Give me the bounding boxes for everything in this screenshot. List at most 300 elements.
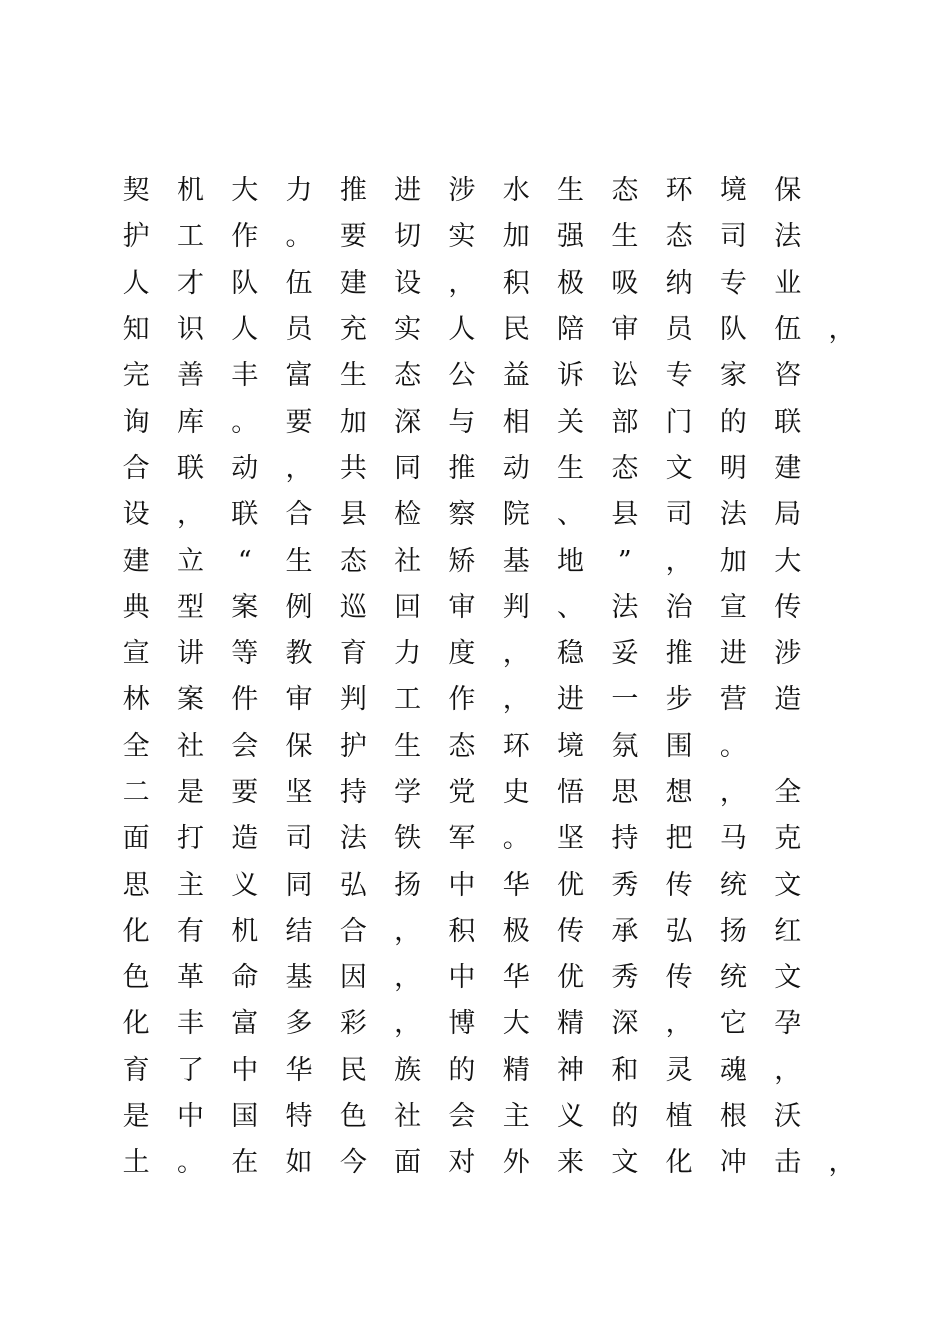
text-char: 契	[122, 175, 150, 207]
text-char: 明	[719, 452, 747, 484]
text-char: 工	[394, 684, 422, 716]
text-char: 善	[176, 360, 204, 392]
text-char: 护	[122, 221, 150, 253]
text-char: 县	[611, 499, 639, 531]
text-char: 合	[122, 452, 150, 484]
text-char: ，	[719, 777, 747, 808]
text-char: 造	[231, 823, 259, 855]
text-char: 林	[122, 684, 150, 716]
text-char: 极	[557, 267, 585, 299]
text-char: 进	[557, 684, 585, 716]
text-char: 询	[122, 406, 150, 438]
text-char: 讲	[176, 638, 204, 670]
text-char: 队	[719, 314, 747, 346]
text-char: 。	[719, 730, 747, 762]
text-char: 专	[719, 267, 747, 299]
text-char: 队	[231, 267, 259, 299]
text-char: 等	[231, 638, 259, 670]
text-char: ，	[394, 915, 422, 947]
text-char: 院	[502, 499, 530, 531]
text-char: 完	[122, 360, 150, 392]
text-char: 基	[285, 962, 313, 994]
text-char: 保	[285, 730, 313, 762]
text-char: 传	[665, 962, 693, 994]
text-char: 博	[448, 1008, 476, 1040]
text-char: 军	[448, 823, 476, 855]
text-char: 文	[611, 1147, 639, 1179]
text-char: 来	[557, 1147, 585, 1179]
text-char: 的	[448, 1054, 476, 1086]
text-char: 家	[719, 360, 747, 392]
text-char: 会	[448, 1101, 476, 1133]
text-char: 生	[394, 730, 422, 762]
text-char: 承	[611, 915, 639, 947]
text-char: 妥	[611, 638, 639, 670]
text-char: 文	[774, 869, 802, 901]
text-char: 员	[285, 314, 313, 346]
text-char: 中	[231, 1054, 259, 1086]
text-char: 陪	[557, 314, 585, 346]
text-char: 加	[719, 545, 747, 577]
text-char: 中	[448, 962, 476, 994]
text-char: 伍	[285, 267, 313, 299]
text-char: 色	[339, 1101, 367, 1133]
text-char: 色	[122, 962, 150, 994]
text-char: 面	[122, 823, 150, 855]
text-char: 人	[448, 314, 476, 346]
text-char: 积	[448, 915, 476, 947]
text-char: 民	[339, 1054, 367, 1086]
text-char: 审	[285, 684, 313, 716]
text-char: 扬	[719, 915, 747, 947]
text-char: 一	[611, 684, 639, 716]
text-char: 设	[122, 499, 150, 531]
text-char: 步	[665, 684, 693, 716]
text-char: 涉	[448, 175, 476, 207]
text-char: 克	[774, 823, 802, 855]
text-char: 命	[231, 962, 259, 994]
text-line	[109, 399, 869, 445]
text-char: 联	[774, 406, 802, 438]
text-char: 涉	[774, 638, 802, 670]
text-char: 文	[665, 452, 693, 484]
text-char: 化	[665, 1147, 693, 1179]
text-char: 识	[176, 314, 204, 346]
text-char: 、	[557, 591, 585, 623]
text-char: 推	[339, 175, 367, 207]
text-char: 会	[231, 730, 259, 762]
text-char: 革	[176, 962, 204, 994]
text-char: 护	[339, 730, 367, 762]
text-char: 铁	[394, 823, 422, 855]
text-char: 对	[448, 1147, 476, 1179]
text-char: 。	[285, 221, 313, 253]
text-char: 同	[394, 452, 422, 484]
text-char: 打	[176, 823, 204, 855]
text-char: 植	[665, 1101, 693, 1133]
text-char: 司	[719, 221, 747, 253]
text-char: 态	[611, 452, 639, 484]
text-line	[109, 446, 869, 492]
text-char: 治	[665, 591, 693, 623]
text-char: 人	[231, 314, 259, 346]
text-char: 国	[231, 1101, 259, 1133]
text-char: 极	[502, 915, 530, 947]
text-char: ，	[665, 545, 693, 577]
text-line	[109, 862, 869, 908]
text-char: 统	[719, 869, 747, 901]
text-char: 社	[394, 1101, 422, 1133]
text-char: 坚	[285, 777, 313, 808]
text-char: 设	[394, 267, 422, 299]
text-char: 审	[448, 591, 476, 623]
text-char: 部	[611, 406, 639, 438]
text-char: 神	[557, 1054, 585, 1086]
text-char: 立	[176, 545, 204, 577]
text-char: 相	[502, 406, 530, 438]
text-char: 回	[394, 591, 422, 623]
text-char: 有	[176, 915, 204, 947]
text-line	[109, 1001, 869, 1047]
text-char: ，	[502, 638, 530, 670]
text-char: 伍	[774, 314, 802, 346]
text-char: 传	[665, 869, 693, 901]
text-char: 态	[394, 360, 422, 392]
text-char: 公	[448, 360, 476, 392]
text-line	[109, 631, 869, 677]
text-char: 境	[557, 730, 585, 762]
text-char: 审	[611, 314, 639, 346]
text-char: 了	[176, 1054, 204, 1086]
text-char: 冲	[719, 1147, 747, 1179]
text-char: 是	[122, 1101, 150, 1133]
text-line	[109, 538, 869, 584]
text-line	[109, 770, 869, 816]
text-line	[109, 353, 869, 399]
text-char: 化	[122, 915, 150, 947]
text-char: 富	[285, 360, 313, 392]
text-char: 富	[231, 1008, 259, 1040]
text-char: ，	[665, 1008, 693, 1040]
text-char: ，	[176, 499, 204, 531]
text-char: 司	[285, 823, 313, 855]
text-char: 和	[611, 1054, 639, 1086]
text-char: 诉	[557, 360, 585, 392]
text-char: 生	[557, 452, 585, 484]
text-char: ，	[774, 1054, 802, 1086]
text-char: 主	[502, 1101, 530, 1133]
text-char: 民	[502, 314, 530, 346]
text-char: 实	[448, 221, 476, 253]
text-char: 加	[502, 221, 530, 253]
text-char: 法	[774, 221, 802, 253]
text-char: 社	[176, 730, 204, 762]
text-char: 吸	[611, 267, 639, 299]
text-char: 度	[448, 638, 476, 670]
text-char: 力	[394, 638, 422, 670]
text-line	[109, 1094, 869, 1140]
text-char: 中	[176, 1101, 204, 1133]
text-char: 合	[339, 915, 367, 947]
text-char: 咨	[774, 360, 802, 392]
text-char: 深	[394, 406, 422, 438]
text-char: 典	[122, 591, 150, 623]
text-char: 水	[502, 175, 530, 207]
text-char: 法	[339, 823, 367, 855]
text-char: 义	[231, 869, 259, 901]
text-char: 扬	[394, 869, 422, 901]
text-char: ，	[394, 1008, 422, 1040]
text-char: ，	[502, 684, 530, 716]
text-char: 深	[611, 1008, 639, 1040]
text-char: 大	[502, 1008, 530, 1040]
text-char: 局	[774, 499, 802, 531]
text-char: 业	[774, 267, 802, 299]
text-char: 社	[394, 545, 422, 577]
text-char: 司	[665, 499, 693, 531]
text-char: 员	[665, 314, 693, 346]
text-char: 优	[557, 869, 585, 901]
text-char: 宣	[122, 638, 150, 670]
text-char: 它	[719, 1008, 747, 1040]
text-char: 二	[122, 777, 150, 808]
text-char: 魂	[719, 1054, 747, 1086]
text-char: 外	[502, 1147, 530, 1179]
text-char: 丰	[231, 360, 259, 392]
text-char: 讼	[611, 360, 639, 392]
text-char: 如	[285, 1147, 313, 1179]
text-char: 门	[665, 406, 693, 438]
text-char: 才	[176, 267, 204, 299]
text-char: 沃	[774, 1101, 802, 1133]
text-char: ，	[285, 452, 313, 484]
text-line	[109, 261, 869, 307]
text-char: 面	[394, 1147, 422, 1179]
text-char: 态	[611, 175, 639, 207]
text-char: 生	[611, 221, 639, 253]
text-char: 益	[502, 360, 530, 392]
text-char: 地	[557, 545, 585, 577]
text-char: 文	[774, 962, 802, 994]
text-char: 的	[719, 406, 747, 438]
text-char: 切	[394, 221, 422, 253]
text-char: 件	[231, 684, 259, 716]
text-char: 库	[176, 406, 204, 438]
text-char: 传	[557, 915, 585, 947]
text-char: 建	[339, 267, 367, 299]
text-char: 生	[285, 545, 313, 577]
text-char: 动	[502, 452, 530, 484]
text-char: 结	[285, 915, 313, 947]
text-char: 境	[719, 175, 747, 207]
text-char: ，	[394, 962, 422, 994]
text-char: 县	[339, 499, 367, 531]
text-char: 态	[665, 221, 693, 253]
text-char: 围	[665, 730, 693, 762]
text-char: 法	[719, 499, 747, 531]
text-char: 教	[285, 638, 313, 670]
text-char: 义	[557, 1101, 585, 1133]
text-char: 保	[774, 175, 802, 207]
text-char: 思	[611, 777, 639, 808]
text-char: 稳	[557, 638, 585, 670]
text-char: 精	[502, 1054, 530, 1086]
text-char: 判	[502, 591, 530, 623]
text-line	[109, 1048, 869, 1094]
text-char: 环	[665, 175, 693, 207]
text-char: 党	[448, 777, 476, 808]
text-char: 在	[231, 1147, 259, 1179]
text-char: 营	[719, 684, 747, 716]
text-char: 秀	[611, 962, 639, 994]
text-char: 工	[176, 221, 204, 253]
text-char: 全	[774, 777, 802, 808]
text-line	[109, 955, 869, 1001]
text-char: 大	[231, 175, 259, 207]
text-char: 精	[557, 1008, 585, 1040]
text-char: 。	[176, 1147, 204, 1179]
text-line	[109, 168, 869, 214]
text-char: 全	[122, 730, 150, 762]
text-char: 建	[122, 545, 150, 577]
text-char: 学	[394, 777, 422, 808]
text-line	[109, 214, 869, 260]
text-char: 持	[611, 823, 639, 855]
text-char: ”	[617, 545, 632, 577]
text-char: 把	[665, 823, 693, 855]
text-char: 案	[176, 684, 204, 716]
text-char: 生	[557, 175, 585, 207]
text-char: 积	[502, 267, 530, 299]
text-char: 环	[502, 730, 530, 762]
text-char: 红	[774, 915, 802, 947]
text-char: 要	[285, 406, 313, 438]
text-char: 思	[122, 869, 150, 901]
text-char: ，	[828, 314, 856, 346]
text-char: 型	[176, 591, 204, 623]
text-char: 法	[611, 591, 639, 623]
text-char: 巡	[339, 591, 367, 623]
text-char: 加	[339, 406, 367, 438]
text-char: 弘	[665, 915, 693, 947]
text-char: 华	[285, 1054, 313, 1086]
text-char: 根	[719, 1101, 747, 1133]
text-char: 华	[502, 962, 530, 994]
text-char: 共	[339, 452, 367, 484]
text-char: 是	[176, 777, 204, 808]
text-char: 灵	[665, 1054, 693, 1086]
text-char: 机	[231, 915, 259, 947]
text-char: 、	[557, 499, 585, 531]
text-char: 知	[122, 314, 150, 346]
text-char: 推	[665, 638, 693, 670]
text-char: 。	[231, 406, 259, 438]
text-char: ，	[448, 267, 476, 299]
text-char: 大	[774, 545, 802, 577]
text-char: 判	[339, 684, 367, 716]
text-char: 基	[502, 545, 530, 577]
text-char: 弘	[339, 869, 367, 901]
text-char: 态	[448, 730, 476, 762]
text-char: 宣	[719, 591, 747, 623]
text-line	[109, 816, 869, 862]
text-char: 进	[719, 638, 747, 670]
body-text	[109, 168, 869, 1187]
text-char: 关	[557, 406, 585, 438]
text-char: 的	[611, 1101, 639, 1133]
text-char: 联	[231, 499, 259, 531]
text-char: 动	[231, 452, 259, 484]
text-char: 察	[448, 499, 476, 531]
text-char: 纳	[665, 267, 693, 299]
text-char: 化	[122, 1008, 150, 1040]
text-line	[109, 307, 869, 353]
text-char: “	[237, 545, 252, 577]
text-char: 要	[339, 221, 367, 253]
text-char: 因	[339, 962, 367, 994]
text-char: 同	[285, 869, 313, 901]
text-char: 人	[122, 267, 150, 299]
text-char: 要	[231, 777, 259, 808]
text-char: 击	[774, 1147, 802, 1179]
text-char: 例	[285, 591, 313, 623]
text-char: 合	[285, 499, 313, 531]
text-char: 充	[339, 314, 367, 346]
text-char: 案	[231, 591, 259, 623]
text-char: 想	[665, 777, 693, 808]
text-char: 推	[448, 452, 476, 484]
text-char: 造	[774, 684, 802, 716]
text-char: 联	[176, 452, 204, 484]
text-char: 力	[285, 175, 313, 207]
text-char: 孕	[774, 1008, 802, 1040]
text-char: 坚	[557, 823, 585, 855]
text-char: 持	[339, 777, 367, 808]
text-char: 育	[339, 638, 367, 670]
text-char: 传	[774, 591, 802, 623]
text-char: 统	[719, 962, 747, 994]
text-char: 建	[774, 452, 802, 484]
text-line	[109, 677, 869, 723]
text-char: 今	[339, 1147, 367, 1179]
text-char: ，	[828, 1147, 856, 1179]
text-char: 主	[176, 869, 204, 901]
text-line	[109, 585, 869, 631]
text-line	[109, 1140, 869, 1186]
text-char: 机	[176, 175, 204, 207]
text-char: 实	[394, 314, 422, 346]
text-char: 与	[448, 406, 476, 438]
text-char: 作	[231, 221, 259, 253]
text-char: 。	[502, 823, 530, 855]
text-char: 检	[394, 499, 422, 531]
text-char: 生	[339, 360, 367, 392]
text-char: 优	[557, 962, 585, 994]
text-char: 氛	[611, 730, 639, 762]
text-char: 育	[122, 1054, 150, 1086]
text-char: 史	[502, 777, 530, 808]
text-char: 多	[285, 1008, 313, 1040]
text-char: 特	[285, 1101, 313, 1133]
text-char: 进	[394, 175, 422, 207]
text-line	[109, 724, 869, 770]
text-char: 彩	[339, 1008, 367, 1040]
text-char: 马	[719, 823, 747, 855]
text-char: 族	[394, 1054, 422, 1086]
text-char: 悟	[557, 777, 585, 808]
text-char: 专	[665, 360, 693, 392]
text-char: 作	[448, 684, 476, 716]
